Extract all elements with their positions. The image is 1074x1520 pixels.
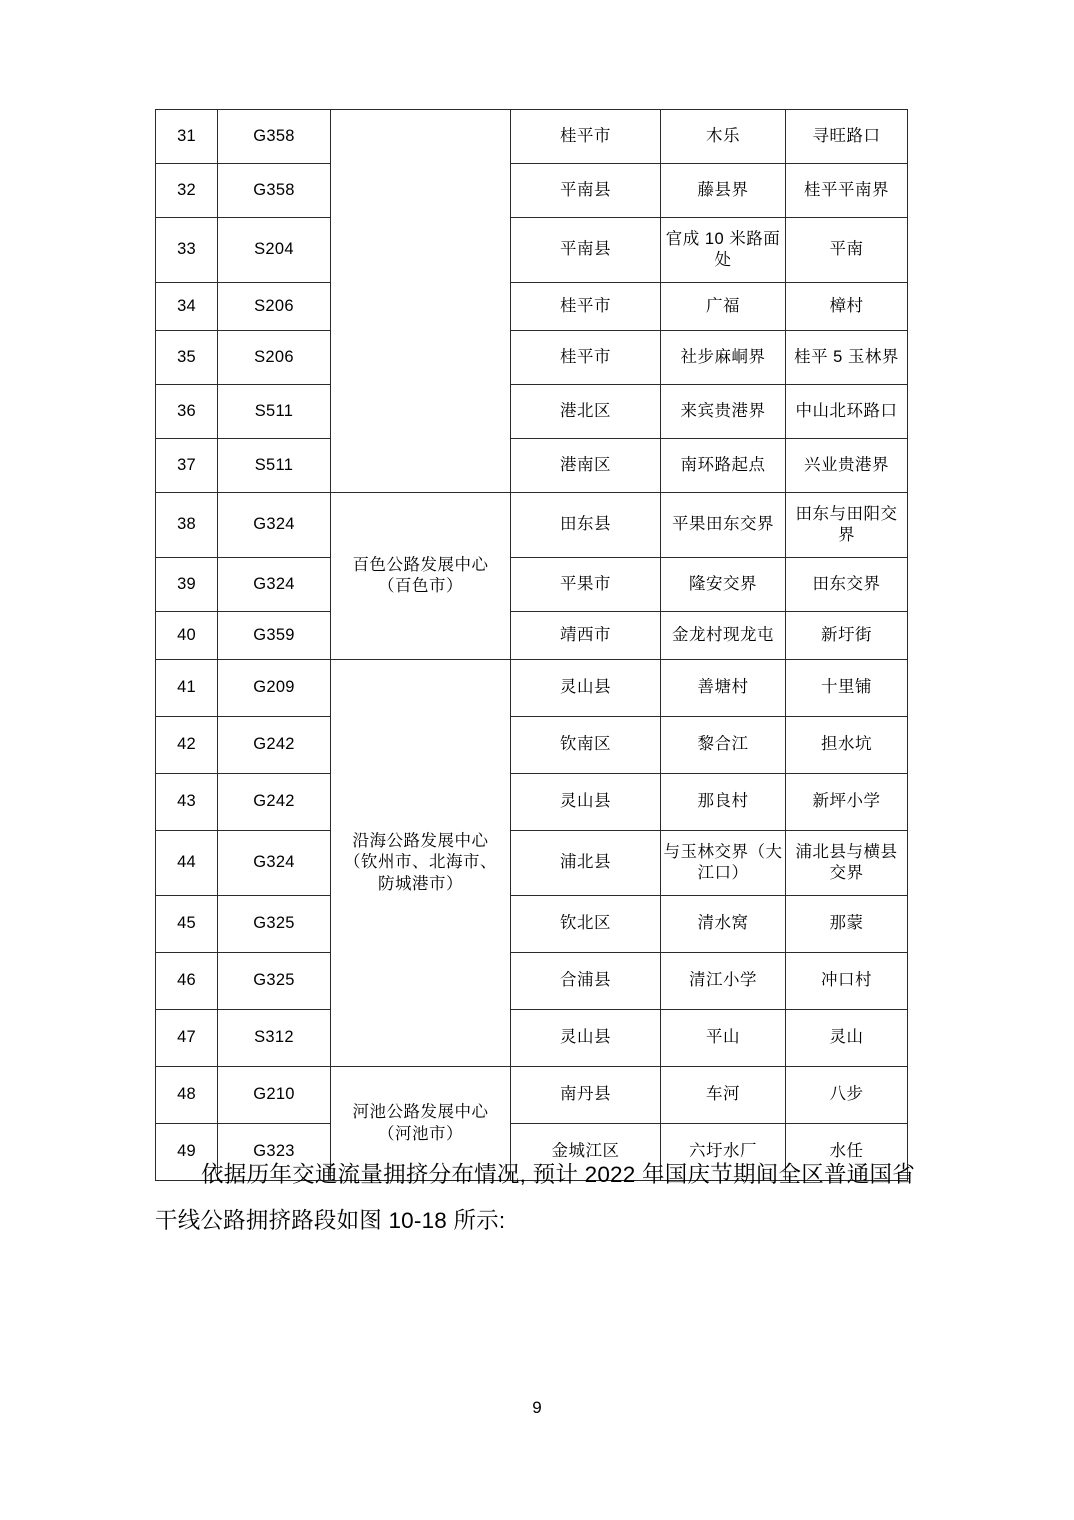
congested-road-sections-table bbox=[155, 109, 908, 1181]
page-number-footer: 9 bbox=[532, 1398, 542, 1417]
cell-start-point: 广福 bbox=[661, 283, 786, 331]
unit-city-line: （百色市） bbox=[378, 577, 463, 595]
cell-serial-number: 32 bbox=[156, 164, 218, 218]
unit-city-line-2: 防城港市） bbox=[378, 874, 463, 893]
table-row bbox=[156, 1010, 908, 1067]
table-body bbox=[156, 110, 908, 1181]
cell-route-code: G242 bbox=[218, 717, 331, 774]
cell-route-code: G359 bbox=[218, 612, 331, 660]
cell-serial-number: 34 bbox=[156, 283, 218, 331]
unit-name-line: 沿海公路发展中心 bbox=[352, 831, 489, 850]
cell-serial-number: 38 bbox=[156, 493, 218, 558]
cell-start-point: 木乐 bbox=[661, 110, 786, 164]
cell-route-code: S206 bbox=[218, 283, 331, 331]
cell-end-point: 水任 bbox=[786, 1124, 908, 1181]
cell-route-code: S511 bbox=[218, 439, 331, 493]
cell-end-point: 平南 bbox=[786, 218, 908, 283]
cell-start-point: 那良村 bbox=[661, 774, 786, 831]
cell-district: 浦北县 bbox=[511, 831, 661, 896]
cell-route-code: G324 bbox=[218, 493, 331, 558]
table-row bbox=[156, 612, 908, 660]
table-row bbox=[156, 896, 908, 953]
cell-serial-number: 45 bbox=[156, 896, 218, 953]
table-row bbox=[156, 953, 908, 1010]
cell-end-point: 八步 bbox=[786, 1067, 908, 1124]
cell-district: 平南县 bbox=[511, 218, 661, 283]
table-row bbox=[156, 439, 908, 493]
cell-district: 合浦县 bbox=[511, 953, 661, 1010]
cell-route-code: G358 bbox=[218, 164, 331, 218]
unit-name-line: 百色公路发展中心 bbox=[352, 555, 489, 574]
table-row bbox=[156, 110, 908, 164]
cell-start-point: 藤县界 bbox=[661, 164, 786, 218]
table-row bbox=[156, 1067, 908, 1124]
table-row bbox=[156, 717, 908, 774]
cell-end-point: 田东与田阳交界 bbox=[786, 493, 908, 558]
table-row bbox=[156, 558, 908, 612]
cell-start-point: 金龙村现龙屯 bbox=[661, 612, 786, 660]
unit-city-line: （河池市） bbox=[378, 1124, 463, 1143]
congested-road-sections-table-wrapper bbox=[155, 109, 907, 1181]
cell-end-point: 桂平 5 玉林界 bbox=[786, 331, 908, 385]
cell-route-code: S206 bbox=[218, 331, 331, 385]
cell-serial-number: 33 bbox=[156, 218, 218, 283]
table-row bbox=[156, 831, 908, 896]
cell-start-point: 南环路起点 bbox=[661, 439, 786, 493]
cell-start-point: 平果田东交界 bbox=[661, 493, 786, 558]
table-row bbox=[156, 218, 908, 283]
cell-route-code: G358 bbox=[218, 110, 331, 164]
cell-district: 桂平市 bbox=[511, 331, 661, 385]
cell-route-code: G324 bbox=[218, 831, 331, 896]
cell-route-code: G324 bbox=[218, 558, 331, 612]
cell-route-code: G210 bbox=[218, 1067, 331, 1124]
cell-serial-number: 41 bbox=[156, 660, 218, 717]
cell-route-code: G325 bbox=[218, 953, 331, 1010]
cell-start-point: 清水窝 bbox=[661, 896, 786, 953]
cell-route-code: G209 bbox=[218, 660, 331, 717]
cell-district: 靖西市 bbox=[511, 612, 661, 660]
cell-serial-number: 42 bbox=[156, 717, 218, 774]
table-row bbox=[156, 283, 908, 331]
cell-district: 金城江区 bbox=[511, 1124, 661, 1181]
cell-district: 灵山县 bbox=[511, 774, 661, 831]
cell-end-point: 新圩街 bbox=[786, 612, 908, 660]
cell-start-point: 与玉林交界（大江口） bbox=[661, 831, 786, 896]
cell-serial-number: 31 bbox=[156, 110, 218, 164]
cell-serial-number: 35 bbox=[156, 331, 218, 385]
cell-district: 田东县 bbox=[511, 493, 661, 558]
cell-route-code: S204 bbox=[218, 218, 331, 283]
cell-start-point: 平山 bbox=[661, 1010, 786, 1067]
cell-end-point: 十里铺 bbox=[786, 660, 908, 717]
cell-end-point: 樟村 bbox=[786, 283, 908, 331]
cell-serial-number: 49 bbox=[156, 1124, 218, 1181]
cell-start-point: 清江小学 bbox=[661, 953, 786, 1010]
cell-route-code: S312 bbox=[218, 1010, 331, 1067]
cell-route-code: S511 bbox=[218, 385, 331, 439]
cell-district: 灵山县 bbox=[511, 1010, 661, 1067]
cell-district: 钦北区 bbox=[511, 896, 661, 953]
cell-district: 桂平市 bbox=[511, 110, 661, 164]
cell-end-point: 那蒙 bbox=[786, 896, 908, 953]
cell-management-unit-baise bbox=[331, 493, 511, 660]
table-row bbox=[156, 164, 908, 218]
table-row bbox=[156, 331, 908, 385]
cell-end-point: 田东交界 bbox=[786, 558, 908, 612]
cell-serial-number: 46 bbox=[156, 953, 218, 1010]
cell-district: 平南县 bbox=[511, 164, 661, 218]
cell-start-point: 善塘村 bbox=[661, 660, 786, 717]
cell-management-unit-continued bbox=[331, 110, 511, 493]
cell-management-unit-yanhai bbox=[331, 660, 511, 1067]
cell-end-point: 中山北环路口 bbox=[786, 385, 908, 439]
paragraph-text: 依据历年交通流量拥挤分布情况, 预计 2022 年国庆节期间全区普通国省干线公路拥挤路段如图 10-18 所示: bbox=[155, 1162, 915, 1234]
table-row bbox=[156, 774, 908, 831]
cell-serial-number: 40 bbox=[156, 612, 218, 660]
cell-serial-number: 39 bbox=[156, 558, 218, 612]
cell-district: 钦南区 bbox=[511, 717, 661, 774]
table-row bbox=[156, 660, 908, 717]
cell-end-point: 担水坑 bbox=[786, 717, 908, 774]
cell-district: 南丹县 bbox=[511, 1067, 661, 1124]
cell-end-point: 桂平平南界 bbox=[786, 164, 908, 218]
body-paragraph bbox=[155, 1152, 915, 1244]
table-row bbox=[156, 493, 908, 558]
cell-start-point: 社步麻峒界 bbox=[661, 331, 786, 385]
cell-district: 灵山县 bbox=[511, 660, 661, 717]
cell-end-point: 兴业贵港界 bbox=[786, 439, 908, 493]
cell-district: 桂平市 bbox=[511, 283, 661, 331]
unit-city-line-1: （钦州市、北海市、 bbox=[344, 853, 497, 872]
cell-serial-number: 47 bbox=[156, 1010, 218, 1067]
unit-name-line: 河池公路发展中心 bbox=[352, 1103, 489, 1122]
cell-route-code: G325 bbox=[218, 896, 331, 953]
cell-start-point: 官成 10 米路面处 bbox=[661, 218, 786, 283]
cell-district: 港南区 bbox=[511, 439, 661, 493]
cell-start-point: 黎合江 bbox=[661, 717, 786, 774]
cell-serial-number: 36 bbox=[156, 385, 218, 439]
cell-end-point: 冲口村 bbox=[786, 953, 908, 1010]
cell-route-code: G242 bbox=[218, 774, 331, 831]
cell-serial-number: 48 bbox=[156, 1067, 218, 1124]
cell-route-code: G323 bbox=[218, 1124, 331, 1181]
cell-end-point: 浦北县与横县交界 bbox=[786, 831, 908, 896]
cell-serial-number: 37 bbox=[156, 439, 218, 493]
cell-start-point: 隆安交界 bbox=[661, 558, 786, 612]
cell-end-point: 寻旺路口 bbox=[786, 110, 908, 164]
cell-start-point: 车河 bbox=[661, 1067, 786, 1124]
cell-end-point: 新坪小学 bbox=[786, 774, 908, 831]
cell-serial-number: 44 bbox=[156, 831, 218, 896]
cell-start-point: 来宾贵港界 bbox=[661, 385, 786, 439]
cell-serial-number: 43 bbox=[156, 774, 218, 831]
table-row bbox=[156, 385, 908, 439]
cell-end-point: 灵山 bbox=[786, 1010, 908, 1067]
cell-start-point: 六圩水厂 bbox=[661, 1124, 786, 1181]
cell-district: 平果市 bbox=[511, 558, 661, 612]
cell-district: 港北区 bbox=[511, 385, 661, 439]
